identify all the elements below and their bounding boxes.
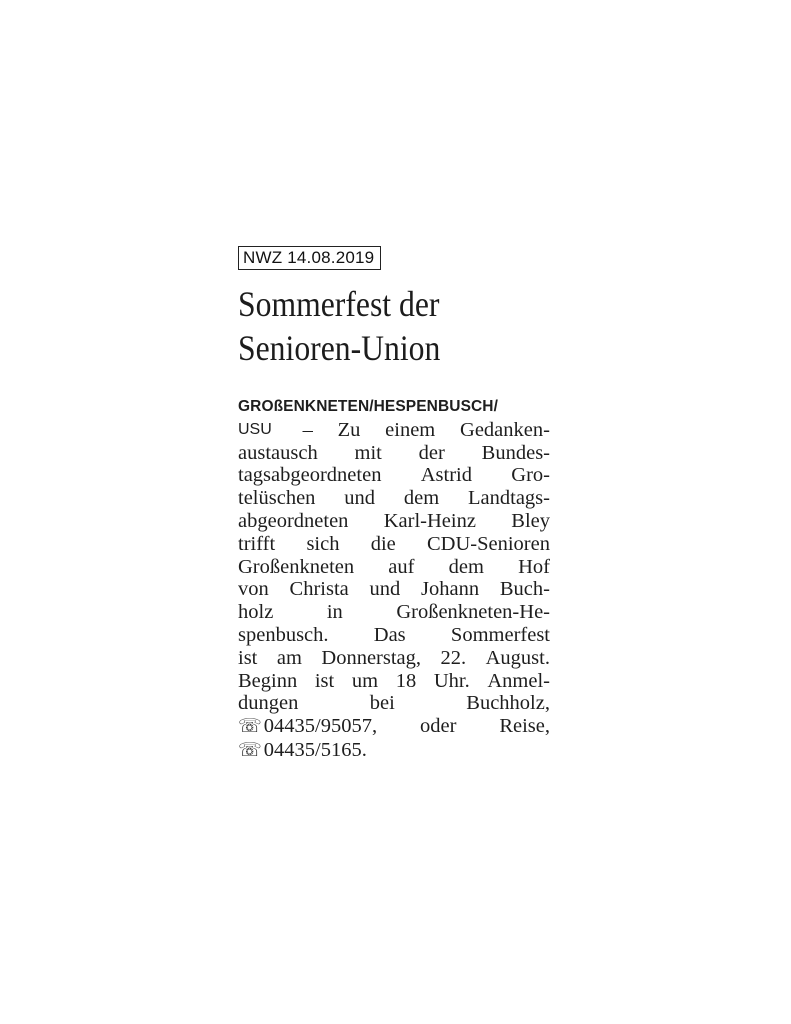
article-word: telüschen — [238, 487, 316, 510]
article-word: Donnerstag, — [321, 646, 422, 669]
article-word: Anmel- — [487, 669, 550, 692]
article-body — [238, 396, 550, 763]
article-word: Großenkneten — [238, 555, 355, 578]
article-word: bei — [369, 692, 395, 715]
article-line — [238, 692, 550, 715]
article-word: Beginn — [238, 669, 298, 692]
article-line — [238, 419, 550, 442]
headline-line-1: Sommerfest der — [238, 284, 440, 324]
article-word: Gro- — [511, 464, 550, 487]
newspaper-clipping — [238, 246, 558, 763]
article-text — [238, 419, 550, 715]
article-word: Astrid — [420, 464, 472, 487]
article-word: Bley — [511, 509, 550, 532]
article-word: und — [344, 487, 376, 510]
article-word: Bundes- — [481, 441, 550, 464]
article-word: dem — [403, 487, 440, 510]
phone-number-buchholz — [238, 715, 377, 739]
article-word: Landtags- — [468, 487, 550, 510]
article-line — [238, 487, 550, 510]
article-word: trifft — [238, 532, 276, 555]
article-word: oder — [419, 715, 457, 738]
article-line — [238, 624, 550, 647]
phone-line-1 — [238, 715, 550, 739]
agency-code: USU — [238, 420, 272, 438]
article-word: abgeordneten — [238, 509, 349, 532]
article-word: der — [418, 441, 445, 464]
article-word: Buch- — [499, 578, 550, 601]
article-word: spenbusch. — [238, 623, 329, 646]
article-word: holz — [238, 601, 274, 624]
dateline: GROßENKNETEN/HESPENBUSCH/ — [238, 398, 498, 415]
article-headline — [238, 282, 520, 370]
article-word: Reise, — [499, 715, 550, 738]
article-word: austausch — [238, 441, 318, 464]
phone-number-text: 04435/95057, — [263, 715, 378, 738]
article-word: die — [370, 532, 396, 555]
article-word: Karl-Heinz — [383, 509, 476, 532]
article-word: dem — [448, 555, 484, 578]
article-line — [238, 578, 550, 601]
phone-number-reise: 04435/5165. — [263, 738, 367, 761]
headline-line-2: Senioren-Union — [238, 328, 441, 368]
source-date-tag: NWZ 14.08.2019 — [238, 246, 381, 270]
article-word: Gedanken- — [460, 418, 550, 441]
article-word: Christa — [289, 578, 349, 601]
article-word: mit — [354, 441, 382, 464]
article-word: Uhr. — [433, 669, 470, 692]
article-word: Johann — [421, 578, 480, 601]
article-word: Hof — [518, 555, 550, 578]
article-word: Buchholz, — [466, 692, 550, 715]
article-word: von — [238, 578, 269, 601]
article-word: ist — [238, 646, 258, 669]
article-word: CDU-Senioren — [426, 532, 550, 555]
phone-icon: ☏ — [238, 739, 262, 761]
article-word: am — [276, 646, 302, 669]
article-word: in — [326, 601, 343, 624]
article-line — [238, 670, 550, 693]
phone-icon: ☏ — [238, 716, 262, 738]
dateline-row — [238, 396, 550, 419]
article-line — [238, 556, 550, 579]
article-line — [238, 647, 550, 670]
article-word: einem — [385, 418, 436, 441]
article-word: dungen — [238, 692, 299, 715]
article-word: Sommerfest — [450, 623, 550, 646]
article-word: – — [302, 418, 313, 441]
article-word: Großenkneten-He- — [396, 601, 550, 624]
article-word: tagsabgeordneten — [238, 464, 382, 487]
article-word: 22. — [440, 646, 467, 669]
phone-line-2 — [238, 739, 550, 763]
article-line — [238, 510, 550, 533]
article-word: und — [369, 578, 401, 601]
article-line — [238, 601, 550, 624]
article-word: ist — [314, 669, 335, 692]
article-word: sich — [306, 532, 340, 555]
article-line — [238, 533, 550, 556]
article-word: 18 — [395, 669, 417, 692]
article-word: Zu — [337, 418, 361, 441]
article-line — [238, 442, 550, 465]
article-word: August. — [485, 646, 550, 669]
article-word: auf — [388, 555, 415, 578]
article-word: um — [351, 669, 379, 692]
article-word: Das — [373, 623, 406, 646]
article-line — [238, 464, 550, 487]
